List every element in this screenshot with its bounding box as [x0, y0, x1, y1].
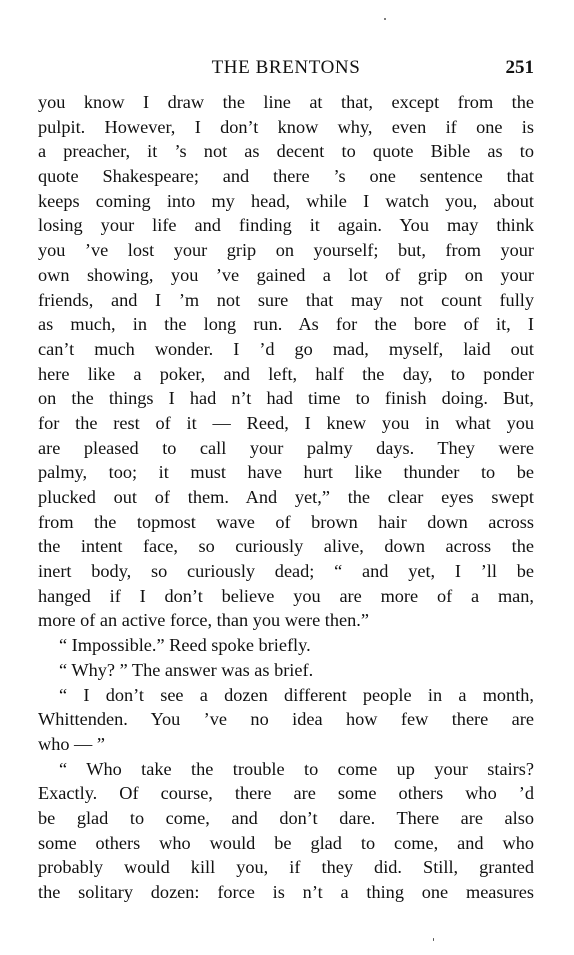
- text-line: more of an active force, than you were then.”: [38, 610, 369, 631]
- text-line: be glad to come, and don’t dare. There are also: [38, 807, 534, 828]
- running-head: [38, 56, 534, 80]
- text-line: losing your life and finding it again. You may think: [38, 215, 534, 236]
- text-line: are pleased to call your palmy days. They were: [38, 437, 534, 458]
- text-line: here like a poker, and left, half the day, to ponder: [38, 363, 534, 384]
- text-line: plucked out of them. And yet,” the clear eyes swept: [38, 487, 534, 507]
- text-line: the intent face, so curiously alive, down across the: [38, 536, 534, 557]
- text-line: from the topmost wave of brown hair down across: [38, 511, 534, 532]
- text-line: a preacher, it ’s not as decent to quote Bible as to: [38, 141, 534, 162]
- text-line: inert body, so curiously dead; “ and yet, I ’ll be: [38, 561, 534, 582]
- text-line: some others who would be glad to come, and who: [38, 832, 534, 853]
- text-line: pulpit. However, I don’t know why, even if one is: [38, 116, 534, 137]
- text-line: as much, in the long run. As for the bore of it, I: [38, 314, 534, 335]
- text-line: friends, and I ’m not sure that may not count fully: [38, 289, 534, 310]
- text-line: can’t much wonder. I ’d go mad, myself, laid out: [38, 338, 534, 359]
- text-line: palmy, too; it must have hurt like thunder to be: [38, 462, 534, 483]
- text-line: who — ”: [38, 733, 106, 754]
- text-line: “ Impossible.” Reed spoke briefly.: [59, 635, 311, 656]
- text-line: keeps coming into my head, while I watch you, about: [38, 190, 534, 211]
- text-line: you know I draw the line at that, except from the: [38, 92, 534, 112]
- running-title: THE BRENTONS: [211, 57, 361, 78]
- text-line: probably would kill you, if they did. Still, granted: [38, 857, 534, 878]
- text-line: quote Shakespeare; and there ’s one sentence that: [38, 166, 534, 187]
- text-line: Whittenden. You ’ve no idea how few there are: [38, 709, 534, 730]
- text-line: own showing, you ’ve gained a lot of grip on your: [38, 264, 534, 285]
- text-line: for the rest of it — Reed, I knew you in what you: [38, 412, 534, 433]
- text-line: “ Why? ” The answer was as brief.: [59, 659, 314, 680]
- body-text: [38, 90, 534, 905]
- text-line: hanged if I don’t believe you are more of a man,: [38, 585, 534, 606]
- text-line: Exactly. Of course, there are some others who ’d: [38, 783, 534, 804]
- text-line: on the things I had n’t had time to finish doing. But,: [38, 388, 534, 409]
- page-number: 251: [505, 57, 534, 78]
- text-line: “ I don’t see a dozen different people in a month,: [59, 684, 534, 705]
- text-line: the solitary dozen: force is n’t a thing one measures: [38, 882, 534, 902]
- ink-speck: [433, 938, 434, 941]
- text-line: “ Who take the trouble to come up your stairs?: [59, 758, 534, 779]
- text-line: you ’ve lost your grip on yourself; but, from your: [38, 240, 534, 261]
- ink-speck: [384, 18, 386, 20]
